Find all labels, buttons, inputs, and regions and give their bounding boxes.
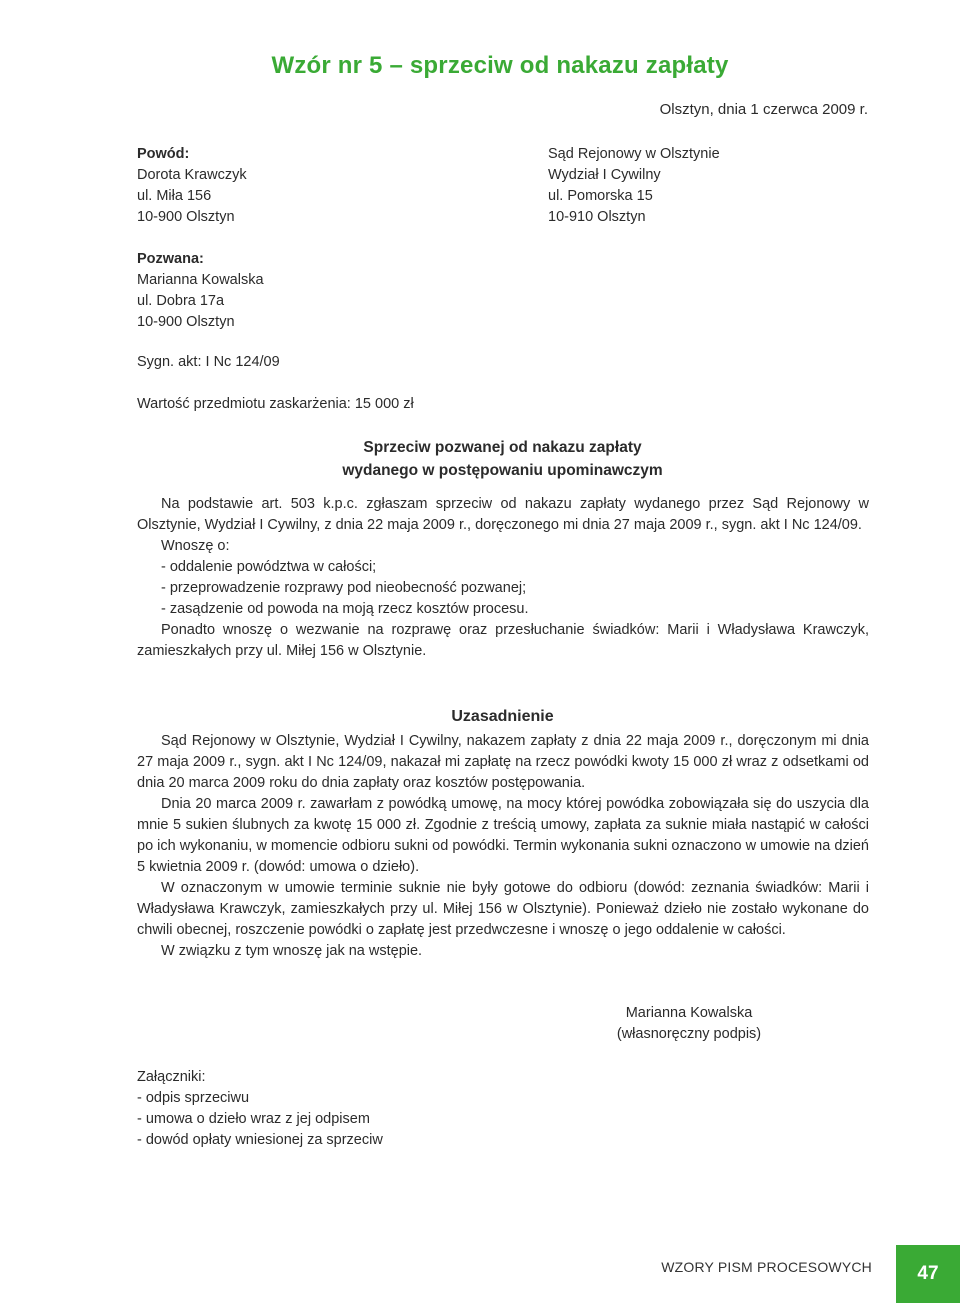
justification-paragraph: W związku z tym wnoszę jak na wstępie. [161, 943, 423, 959]
justification-paragraph: Sąd Rejonowy w Olsztynie, Wydział I Cywilny, nakazem zapłaty z dnia 22 maja 2009 r., doręczonym mi dnia 27 maja 2009 r., sygn. akt I Nc 124/09, nakazał mi zapłatę na rzecz powódki kwoty 15 000 zł wraz z odsetkami od dnia 20 marca 2009 roku do dnia zapłaty oraz kosztów postępowania. [137, 733, 869, 791]
attachments-block [137, 1067, 383, 1151]
defendant-block [137, 249, 264, 333]
motion-label: Wnoszę o: [161, 538, 230, 554]
court-department: Wydział I Cywilny [548, 167, 661, 183]
main-body [137, 494, 869, 662]
signature-block [608, 1003, 770, 1045]
signature-note: (własnoręczny podpis) [616, 1026, 762, 1042]
case-number: Sygn. akt: I Nc 124/09 [137, 354, 280, 370]
attachment-item: - odpis sprzeciwu [137, 1090, 250, 1106]
claim-value: Wartość przedmiotu zaskarżenia: 15 000 zł [137, 396, 414, 412]
defendant-label: Pozwana: [137, 251, 204, 267]
plaintiff-name: Dorota Krawczyk [137, 167, 247, 183]
page-number-badge [896, 1245, 960, 1303]
court-city: 10-910 Olsztyn [548, 209, 646, 225]
defendant-city: 10-900 Olsztyn [137, 314, 235, 330]
defendant-street: ul. Dobra 17a [137, 293, 225, 309]
document-date: Olsztyn, dnia 1 czerwca 2009 r. [659, 101, 868, 118]
justification-paragraph: Dnia 20 marca 2009 r. zawarłam z powódką umowę, na mocy której powódka zobowiązała się do uszycia dla mnie 5 sukien ślubnych za kwotę 15 000 zł. Zgodnie z treścią umowy, zapłata za suknie miała nastąpić w całości po ich wykonaniu, w momencie odbioru sukni od powódki. Termin wykonania sukni oznaczono w umowie na dzień 5 kwietnia 2009 r. (dowód: umowa o dzieło). [137, 796, 869, 875]
footer-section-label: WZORY PISM PROCESOWYCH [661, 1259, 872, 1275]
plaintiff-city: 10-900 Olsztyn [137, 209, 235, 225]
attachment-item: - dowód opłaty wniesionej za sprzeciw [137, 1132, 383, 1148]
justification-paragraph: W oznaczonym w umowie terminie suknie nie były gotowe do odbioru (dowód: zeznania świadków: Marii i Władysława Krawczyk, zamieszkałych przy ul. Miłej 156 w Olsztynie). Ponieważ dzieło nie zostało wykonane do chwili obecnej, roszczenie powódki o zapłatę jest przedwczesne i wnoszę o jego oddalenie w całości. [137, 880, 869, 938]
motion-item: - przeprowadzenie rozprawy pod nieobecność pozwanej; [161, 580, 527, 596]
motion-item: - oddalenie powództwa w całości; [161, 559, 377, 575]
witness-paragraph: Ponadto wnoszę o wezwanie na rozprawę oraz przesłuchanie świadków: Marii i Władysława Krawczyk, zamieszkałych przy ul. Miłej 156 w Olsztynie. [137, 622, 869, 659]
court-block [548, 144, 720, 228]
attachment-item: - umowa o dzieło wraz z jej odpisem [137, 1111, 370, 1127]
motion-item: - zasądzenie od powoda na moją rzecz kosztów procesu. [161, 601, 529, 617]
plaintiff-label: Powód: [137, 146, 190, 162]
signature-name: Marianna Kowalska [625, 1005, 753, 1021]
justification-body [137, 731, 869, 962]
court-name: Sąd Rejonowy w Olsztynie [548, 146, 720, 162]
heading-line-2: wydanego w postępowaniu upominawczym [342, 462, 663, 479]
attachments-label: Załączniki: [137, 1069, 206, 1085]
intro-paragraph: Na podstawie art. 503 k.p.c. zgłaszam sprzeciw od nakazu zapłaty wydanego przez Sąd Rejonowy w Olsztynie, Wydział I Cywilny, z dnia 22 maja 2009 r., doręczonego mi dnia 27 maja 2009 r., sygn. akt I Nc 124/09. [137, 496, 869, 533]
page-number: 47 [917, 1263, 939, 1284]
document-title: Wzór nr 5 – sprzeciw od nakazu zapłaty [271, 52, 729, 79]
plaintiff-block [137, 144, 247, 228]
document-heading [0, 436, 960, 482]
justification-heading: Uzasadnienie [451, 708, 554, 725]
heading-line-1: Sprzeciw pozwanej od nakazu zapłaty [363, 439, 642, 456]
court-street: ul. Pomorska 15 [548, 188, 653, 204]
defendant-name: Marianna Kowalska [137, 272, 264, 288]
plaintiff-street: ul. Miła 156 [137, 188, 212, 204]
